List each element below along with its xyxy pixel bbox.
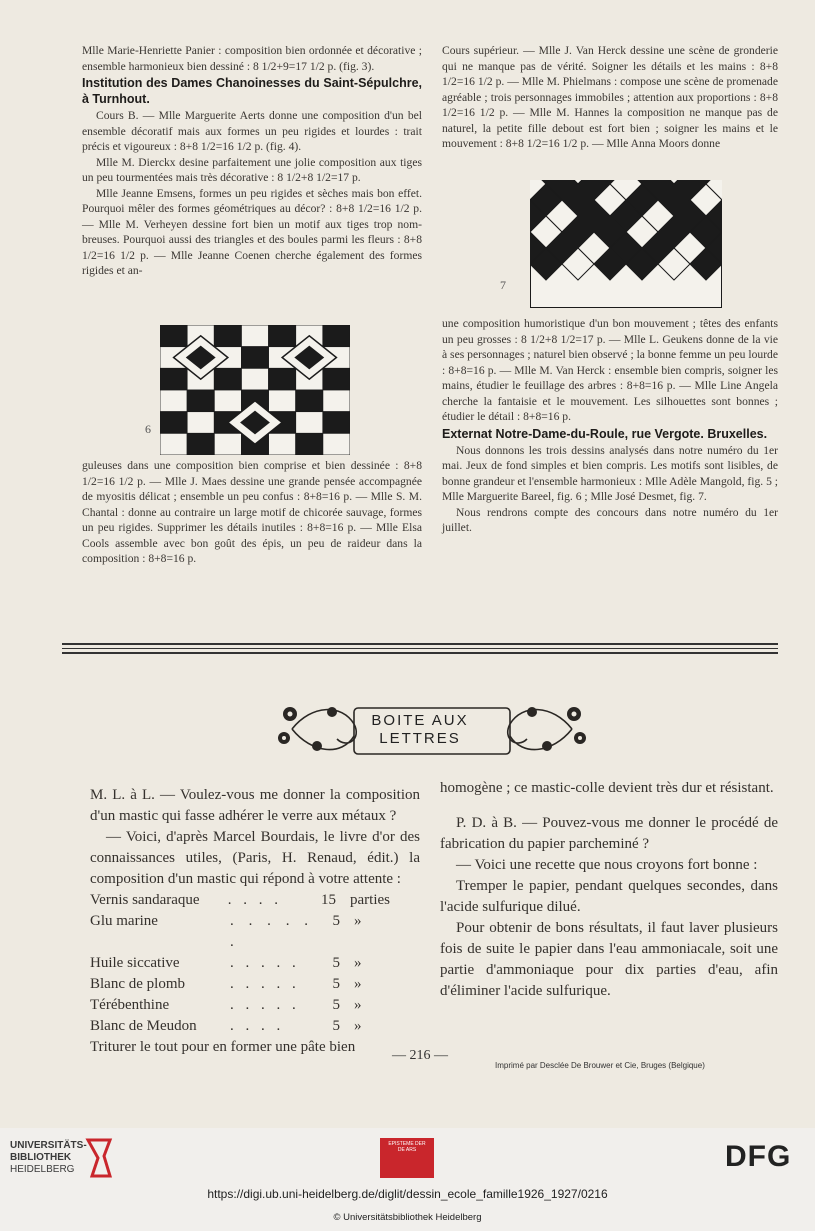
recipe-name: Blanc de plomb	[90, 976, 185, 992]
recipe-unit: »	[354, 955, 362, 971]
recipe-qty: 5	[332, 997, 340, 1013]
paragraph: Cours supérieur. — Mlle J. Van Herck dessine une scène de gronderie qui ne manque pas de vérité. Soigner les détails et les mains : 8+8 1/2=16 1/2 p. — Mlle M. Phielmans : compose une scène de promenade agréable ; trois personnages immobiles ; attention aux proportions : 8+8 1/2=16 1/2 p. — Mlle M. Hannes la composition ne manque pas de naturel, la petite fille debout est fort bien ; soigner les mains et le mouvement : 8+8 1/2=16 1/2 p. — Mlle Anna Moors donne	[442, 44, 778, 150]
recipe-dots: . . . .	[230, 1018, 285, 1034]
recipe-qty: 5	[332, 1018, 340, 1034]
fig6-cell	[241, 325, 268, 347]
recipe-end: Triturer le tout pour en former une pâte bien	[90, 1039, 356, 1055]
recipe-qty: 15	[321, 892, 336, 908]
letters-left-column	[90, 785, 420, 1058]
fig6-cell	[160, 412, 187, 434]
section-heading: Institution des Dames Chanoinesses du Saint-Sépulchre, à Turnhout.	[82, 76, 422, 106]
paragraph: guleuses dans une composition bien comprise et bien dessinée : 8+8 1/2=16 1/2 p. — Mlle J. Maes dessine une grande pensée accompagnée de myositis délicat ; ensemble un peu confus : 8+8=16 p. — Mlle S. M. Chantal : donne au contraire un large motif de chicorée sauvage, formes un peu rigides. Supprimer les détails inutiles : 8+8=16 p. — Mlle Elsa Cools assemble avec bon goût des épis, un peu de raideur dans la composition : 8+8=16 p.	[82, 459, 422, 565]
separator-rule	[62, 648, 778, 649]
figure-6-label: 6	[145, 422, 151, 436]
fig6-cell	[187, 412, 214, 434]
separator-rule	[62, 643, 778, 645]
dfg-logo[interactable]: DFG	[725, 1140, 792, 1173]
left-column-top	[82, 43, 422, 279]
library-logo[interactable]	[10, 1140, 87, 1176]
library-name-line-1: UNIVERSITÄTS-	[10, 1140, 87, 1151]
recipe-name: Térébenthine	[90, 997, 170, 1013]
imprint: Imprimé par Desclée De Brouwer et Cie, Bruges (Belgique)	[495, 1061, 705, 1070]
paragraph: Nous donnons les trois dessins analysés dans notre numéro du 1er mai. Jeux de fond simples et bien compris. Les motifs sont lisibles, de bonne grandeur et l'ensemble harmonieux : Mlle Adèle Mangold, fig. 5 ; Mlle Marguerite Bareel, fig. 6 ; Mlle José Desmet, fig. 7.	[442, 443, 778, 503]
fig6-cell	[269, 368, 296, 390]
recipe-unit: »	[354, 997, 362, 1013]
recipe-name: Blanc de Meudon	[90, 1018, 197, 1034]
question-2: P. D. à B. — Pouvez-vous me donner le procédé de fabrication du papier parcheminé ?	[440, 815, 778, 852]
answer-2: — Voici une recette que nous croyons fort bonne :	[456, 857, 758, 873]
recipe-name: Vernis sandaraque	[90, 892, 200, 908]
recipe-row	[90, 974, 390, 995]
paragraph: une composition humoristique d'un bon mouvement ; têtes des enfants un peu grosses : 8 1/2+8 1/2=17 p. — Mlle L. Geukens donne de la vie à ses personnages ; naturel bien observé ; la bonne femme un peu lourde : 8+8=16 p. — Mlle M. Van Herck : ensemble bien compris, soigner les mains, étudier le feuillage des arbres : 8+8=16 p. — Mlle Line Angela cherche la fantaisie et le mouvement. Les silhouettes sont bonnes ; étudier le détail : 8+8=16 p.	[442, 317, 778, 423]
answer-2-step-1: Tremper le papier, pendant quelques secondes, dans l'acide sulfurique dilué.	[440, 878, 778, 915]
section-heading: Externat Notre-Dame-du-Roule, rue Vergote. Bruxelles.	[442, 426, 768, 441]
answer-2-step-2: Pour obtenir de bons résultats, il faut laver plusieurs fois de suite le papier dans l'eau ammoniacale, soit une partie d'ammoniaque pour dix parties d'eau, afin d'éliminer l'acide sulfurique.	[440, 920, 778, 999]
fig6-cell	[214, 325, 241, 347]
recipe-name: Huile siccative	[90, 955, 180, 971]
recipe-unit: parties	[350, 892, 390, 908]
letters-right-column	[440, 778, 778, 1002]
fig6-cell	[296, 412, 323, 434]
recipe-qty: 5	[332, 955, 340, 971]
recipe-dots: . . . . .	[230, 976, 300, 992]
fig6-cell	[323, 412, 350, 434]
fig6-cell	[269, 433, 296, 455]
left-column-bottom	[82, 458, 422, 567]
fig6-cell	[214, 368, 241, 390]
copyright-notice: © Universitätsbibliothek Heidelberg	[333, 1212, 482, 1223]
fig6-cell	[269, 325, 296, 347]
recipe-row	[90, 953, 390, 974]
paragraph: Cours B. — Mlle Marguerite Aerts donne une composition d'un bel ensemble décoratif mais aux formes un peu rigides et lourdes : trait précis et vigoureux : 8+8 1/2=16 1/2 p. (fig. 4).	[82, 109, 422, 153]
right-column-top	[442, 43, 778, 152]
recipe-qty: 5	[332, 913, 340, 929]
fig6-cell	[269, 390, 296, 412]
fig6-cell	[214, 433, 241, 455]
partner-logo-line-2: DE ARS	[397, 1147, 417, 1153]
fig6-cell	[214, 390, 241, 412]
question-1: M. L. à L. — Voulez-vous me donner la composition d'un mastic qui fasse adhérer le verre aux métaux ?	[90, 787, 420, 824]
paragraph: Nous rendrons compte des concours dans notre numéro du 1er juillet.	[442, 505, 778, 534]
banner-line-2: LETTRES	[379, 730, 461, 747]
library-name-line-2: BIBLIOTHEK	[10, 1152, 72, 1163]
recipe-row	[90, 1016, 390, 1037]
recipe-unit: »	[354, 1018, 362, 1034]
fig6-cell	[160, 433, 187, 455]
right-column-bottom	[442, 316, 778, 536]
fig6-cell	[160, 325, 187, 347]
recipe-row	[90, 890, 390, 911]
recipe-list	[90, 890, 390, 1037]
figure-6-pattern	[160, 325, 350, 455]
fig6-cell	[187, 433, 214, 455]
fig6-cell	[296, 390, 323, 412]
recipe-dots: . . . . .	[230, 955, 300, 971]
fig6-cell	[323, 433, 350, 455]
fig6-cell	[241, 347, 268, 369]
banner-line-1: BOITE AUX	[371, 712, 469, 729]
recipe-unit: »	[354, 913, 362, 929]
banner-title	[355, 712, 485, 748]
page-number: — 216 —	[392, 1048, 448, 1063]
recipe-unit: »	[354, 976, 362, 992]
fig6-cell	[323, 390, 350, 412]
recipe-dots: . . . .	[227, 892, 283, 908]
answer-1: — Voici, d'après Marcel Bourdais, le livre d'or des connaissances utiles, (Paris, H. Renaud, édit.) la composition d'un mastic qui répond à votre attente :	[90, 829, 420, 887]
recipe-qty: 5	[332, 976, 340, 992]
fig6-cell	[160, 390, 187, 412]
recipe-row	[90, 995, 390, 1016]
fig6-cell	[323, 368, 350, 390]
permalink-url[interactable]: https://digi.ub.uni-heidelberg.de/diglit/dessin_ecole_famille1926_1927/0216	[207, 1187, 608, 1201]
fig6-cell	[323, 325, 350, 347]
separator-rule	[62, 652, 778, 654]
fig6-cell	[187, 390, 214, 412]
paragraph: Mlle Jeanne Emsens, formes un peu rigides et sèches mais bon effet. Pourquoi mêler des formes géométriques au décor? : 8+8 1/2=16 1/2 p. — Mlle M. Verheyen dessine fort bien un motif aux tiges trop nombreuses. Pourquoi aussi des triangles et des boules parmi les fleurs : 8+8 1/2=16 1/2 p. — Mlle Jeanne Coenen cherche également des formes rigides et an-	[82, 186, 422, 277]
library-emblem-icon	[84, 1136, 114, 1182]
answer-1-continued: homogène ; ce mastic-colle devient très dur et résistant.	[440, 780, 774, 796]
recipe-name: Glu marine	[90, 913, 158, 929]
fig6-cell	[160, 368, 187, 390]
recipe-row	[90, 911, 390, 953]
paragraph: Mlle Marie-Henriette Panier : composition bien ordonnée et décorative ; ensemble harmonieux bien dessiné : 8 1/2+9=17 1/2 p. (fig. 3).	[82, 44, 422, 73]
recipe-dots: . . . . .	[230, 997, 300, 1013]
paragraph: Mlle M. Dierckx desine parfaitement une jolie composition aux tiges un peu tourmentées mais très décorative : 8 1/2+8 1/2=17 p.	[82, 155, 422, 184]
fig6-cell	[296, 433, 323, 455]
partner-logo[interactable]	[380, 1138, 434, 1178]
figure-7-pattern	[530, 180, 722, 308]
fig6-cell	[241, 368, 268, 390]
figure-7-label: 7	[500, 278, 506, 292]
library-name-line-3: HEIDELBERG	[10, 1164, 75, 1175]
partner-logo-line-1: EPISTEME DER	[388, 1141, 426, 1147]
recipe-dots: . . . . . .	[230, 913, 312, 950]
